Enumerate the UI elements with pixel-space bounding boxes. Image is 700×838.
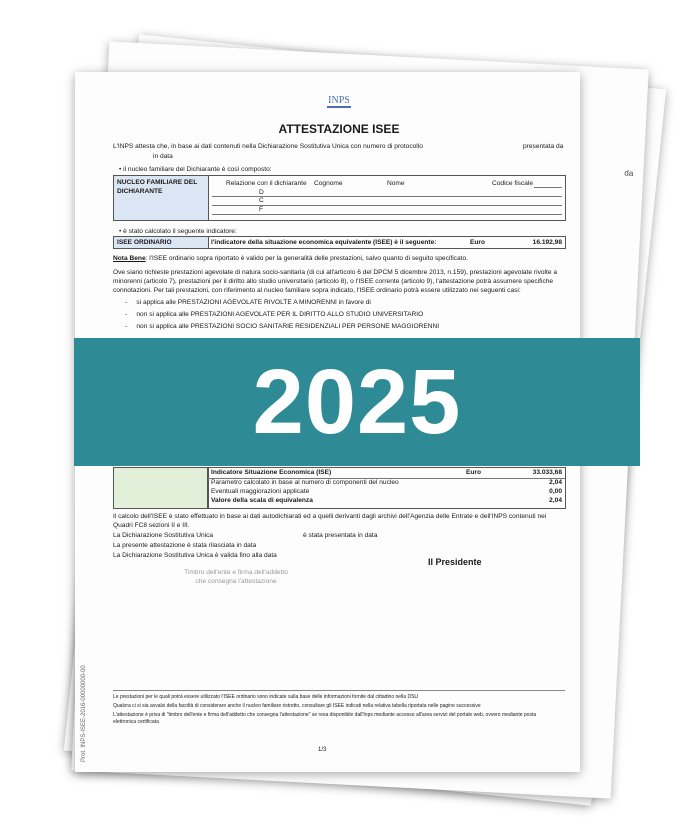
stamp-line-2: che consegna l'attestazione [195,578,277,585]
ise-table [207,467,566,509]
calc-line-2: Quadri FC8 sezioni II e III. [113,522,190,529]
ise-row-2-label: Parametro calcolato in base al numero di componenti del nucleo [211,479,399,486]
isee-value: 16.192,98 [532,239,562,246]
ise-row-3-label: Eventuali maggiorazioni applicate [211,488,310,495]
ise-row-2-value: 2,04 [549,479,562,486]
ise-row-1-label: Indicatore Situazione Economica (ISE) [211,469,332,476]
col-nome: Nome [387,180,405,187]
page-title: ATTESTAZIONE ISEE [278,122,400,136]
footnote-4: elettronica certificata [113,719,159,725]
isee-label: ISEE ORDINARIO [117,239,172,246]
ise-label-cell [113,467,209,509]
nucleo-label-cell: NUCLEO FAMILIARE DEL DICHIARANTE [114,176,209,220]
bullet-1: - si applica alle PRESTAZIONI AGEVOLATE RIVOLTE A MINORENNI in favore di [125,299,371,306]
relation-f: F [259,206,264,213]
intro-presentata: presentata da [523,143,564,150]
nucleo-sentence: • il nucleo familiare del Dichiarante è così composto: [119,166,272,173]
relation-c: C [259,197,264,204]
para-line-3: connotazioni. Per tali prestazioni, con riferimento al nucleo familiare sopra indicato, l'ISEE ordinario potrà essere utilizzato nei seguenti casi: [113,287,521,294]
col-relazione: Relazione con il dichiarante [226,180,307,187]
footnote-2: Qualora ci si sia avvalsi della facoltà di considerare anche il nucleo familiare ristretto, consultare gli ISEE indicati nella relativa tabella riportata nelle pagine successive [113,703,481,709]
dsu-presentation-b: è stata presentata in data [303,532,378,539]
ise-row-3-value: 0,00 [549,488,562,495]
inps-logo [321,92,357,114]
indicator-sentence: • è stato calcolato il seguente indicatore: [119,228,237,235]
calc-line-1: Il calcolo dell'ISEE è stato effettuato in base ai dati autodichiarati ed a quelli derivanti dagli archivi dell'Agenzia delle Entrate e dell'INPS contenuti nei [113,513,547,520]
para-line-2: minorenni (articolo 7), prestazioni per il diritto allo studio universitario (articolo 8), o l'ISEE corrente (articolo 9), l'attestazione potrà assumere specifiche [113,278,554,285]
back-sheet-edge-text: da [624,168,634,178]
footnote-3: L'attestazione è priva di "timbro dell'ente e firma dell'addetto che consegna l'attestazione" se resa disponibile dall'Inps mediante accesso all'area servizi del portale web, ovvero mediante posta [113,712,537,718]
margin-code: Prot. INPS-ISEE-2016-00000000-00 [81,665,87,762]
isee-currency: Euro [470,239,486,246]
president-label: Il Presidente [428,557,482,567]
para-line-1: Ove siano richieste prestazioni agevolate di natura socio-sanitaria (di cui all'articolo 6 del DPCM 5 dicembre 2013, n.159), prestazioni agevolate rivolte a [113,269,558,276]
svg-text:INPS: INPS [328,95,350,106]
issue-date-line: La presente attestazione è stata rilasciata in data [113,542,257,549]
ise-row-1-value: 33.033,68 [532,469,562,476]
year-banner [74,338,640,466]
dsu-presentation-a: La Dichiarazione Sostitutiva Unica [113,532,214,539]
valid-date-line: La Dichiarazione Sostitutiva Unica è valida fino alla data [113,552,277,559]
intro-text: L'INPS attesta che, in base ai dati contenuti nella Dichiarazione Sostitutiva Unica con numero di protocollo [113,143,423,150]
page-number: 1/3 [318,747,327,753]
ise-row-4-value: 2,04 [549,497,562,504]
year-label: 2025 [252,351,462,453]
nucleo-table [113,175,566,221]
intro-data: in data [153,153,173,160]
relation-d: D [259,189,264,196]
ise-row-4-label: Valore della scala di equivalenza [211,497,313,504]
isee-row [113,236,566,249]
bullet-3: - non si applica alle PRESTAZIONI SOCIO SANITARIE RESIDENZIALI PER PERSONE MAGGIORENNI [125,323,440,330]
footnote-1: Le prestazioni per le quali potrà essere utilizzato l'ISEE ordinario sono indicate sulla base delle informazioni fornite dal cittadino nella DSU [113,694,419,700]
bullet-2: - non si applica alle PRESTAZIONI AGEVOLATE PER IL DIRITTO ALLO STUDIO UNIVERSITARIO [125,311,424,318]
stamp-line-1: Timbro dell'ente e firma dell'addetto [184,569,288,576]
col-cognome: Cognome [314,180,343,187]
isee-text: l'indicatore della situazione economica equivalente (ISEE) è il seguente: [211,239,437,246]
ise-row-1-currency: Euro [466,469,482,476]
nota-bene: Nota Bene: l'ISEE ordinario sopra riportato è valido per la generalità delle prestazioni, salvo quanto di seguito specificato. [113,255,468,262]
col-codice-fiscale: Codice fiscale [492,180,534,187]
